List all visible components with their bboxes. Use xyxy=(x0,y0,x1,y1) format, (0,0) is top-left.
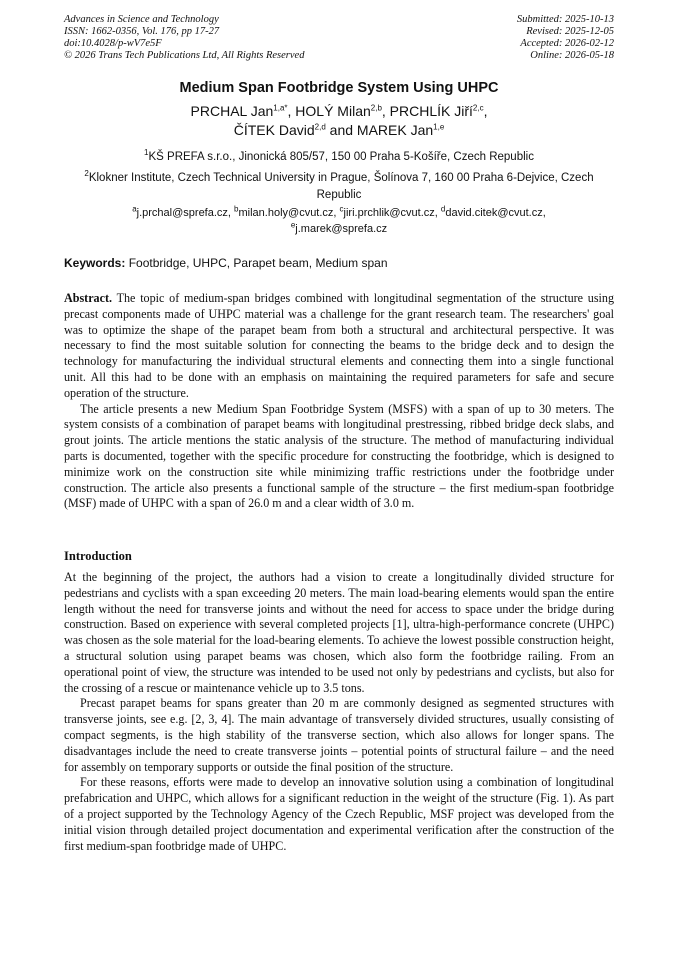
paper-title: Medium Span Footbridge System Using UHPC xyxy=(179,80,499,96)
email-link[interactable]: j.prchal@sprefa.cz xyxy=(136,207,228,219)
author-separator: , xyxy=(483,103,488,119)
dates-header xyxy=(517,14,614,62)
issn-line: ISSN: 1662-0356, Vol. 176, pp 17-27 xyxy=(64,26,220,37)
email-sup: d xyxy=(440,204,446,214)
abstract-paragraph-2: The article presents a new Medium Span Footbridge System (MSFS) with a span of up to 30 meters. The system consists of a combination of parapet beams with longitudinal prestressing, ribbed bridge deck slabs, and grout joints. The article mentions the static analysis of the structure. The method of manufacturing individual parts is documented, together with the specific procedure for constructing the footbridge, which is designed to minimize work on the construction site while minimizing traffic restrictions under the footbridge under construction. The article also presents a functional sample of the structure – the first medium-span footbridge (MSF) made of UHPC with a span of 26.0 m and a clear width of 3.0 m. xyxy=(64,401,614,511)
affiliation-text: KŠ PREFA s.r.o., Jinonická 805/57, 150 00 Praha 5-Košíře, Czech Republic xyxy=(148,151,534,163)
author-sup: 2,d xyxy=(314,122,326,132)
abstract-text-1: The topic of medium-span bridges combined with longitudinal segmentation of the structure using precast components made of UHPC material was a challenge for the grant research team. The researchers' goal was to optimize the shape of the parapet beam from both a structural and architectural perspective. It was necessary to find the most suitable solution for connecting the beams to the bridge deck and to design the technology for manufacturing the individual structural elements and connecting them into a single functional unit. All this had to be done with an emphasis on maintaining the required parameters for safe and secure operation of the structure. xyxy=(64,291,615,400)
email-link[interactable]: jiri.prchlik@cvut.cz xyxy=(343,207,435,219)
journal-name: Advances in Science and Technology xyxy=(64,14,219,25)
intro-paragraph-3: For these reasons, efforts were made to develop an innovative solution using a combination of longitudinal prefabrication and UHPC, which allows for a significant reduction in the weight of the structure (Fig. 1). As part of a project supported by the Technology Agency of the Czech Republic, MSF project was developed from the initial vision through detailed project documentation and experimental verification after the construction of the first medium-span footbridge made of UHPC. xyxy=(64,775,614,853)
abstract-paragraph-1 xyxy=(64,291,614,402)
email-link[interactable]: j.marek@sprefa.cz xyxy=(295,223,388,235)
author-sup: 2,b xyxy=(370,103,382,113)
keywords-line xyxy=(64,256,614,270)
author-name: HOLÝ Milan xyxy=(295,103,371,119)
email-sup: b xyxy=(234,204,239,214)
introduction-section xyxy=(64,570,614,854)
email-sup: c xyxy=(339,204,344,214)
abstract-label: Abstract. xyxy=(64,291,113,305)
author-separator: , xyxy=(381,103,390,119)
email-sup: e xyxy=(290,220,296,230)
author-sup: 1,e xyxy=(433,122,445,132)
submitted-date: Submitted: 2025-10-13 xyxy=(516,14,614,25)
keywords-text: Footbridge, UHPC, Parapet beam, Medium span xyxy=(128,256,388,270)
author-name: ČÍTEK David xyxy=(233,122,315,138)
author-name: PRCHAL Jan xyxy=(190,103,274,119)
intro-paragraph-1: At the beginning of the project, the authors had a vision to create a longitudinally divided structure for pedestrians and cyclists with a span exceeding 20 meters. The main load-bearing elements would span the entire length without the need for transverse joints and without the need for access to space under the bridge during construction. Based on experience with several completed projects [1], ultra-high-performance concrete (UHPC) was chosen as the sole material for the load-bearing elements. To achieve the lowest possible construction height, a structural solution using parapet beams was chosen, which also form the footbridge railing. From an operational point of view, the structure was intended to be used not only by pedestrians and cyclists, but also for the crossing of a rescue or maintenance vehicle up to 3.5 tons. xyxy=(64,570,614,695)
revised-date: Revised: 2025-12-05 xyxy=(526,26,614,37)
affiliation-text: Klokner Institute, Czech Technical University in Prague, Šolínova 7, 160 00 Praha 6-Dejvice, Czech Republic xyxy=(88,172,594,201)
author-separator: , xyxy=(287,103,296,119)
online-date: Online: 2026-05-18 xyxy=(530,50,614,61)
author-separator: and xyxy=(325,122,357,138)
keywords-label: Keywords: xyxy=(64,256,126,270)
doi-line[interactable]: doi:10.4028/p-wV7e5F xyxy=(64,38,162,49)
intro-paragraph-2: Precast parapet beams for spans greater than 20 m are commonly designed as segmented structures with transverse joints, see e.g. [2, 3, 4]. The main advantage of transversely divided structures, usually consisting of compact segments, is the high stability of the transverse section, which also allows for longer spans. The disadvantages include the need to create transverse joints – potential points of structural failure – and the need for assembly on temporary supports or outside the final position of the structure. xyxy=(64,696,614,774)
email-sup: a xyxy=(132,204,137,214)
author-sup: 1,a* xyxy=(273,103,288,113)
author-sup: 2,c xyxy=(472,103,484,113)
author-name: MAREK Jan xyxy=(356,122,434,138)
affiliation-1 xyxy=(64,149,614,166)
abstract-section xyxy=(64,291,614,512)
copyright-line: © 2026 Trans Tech Publications Ltd, All Rights Reserved xyxy=(64,50,305,61)
author-list xyxy=(0,102,678,140)
journal-header xyxy=(64,14,304,62)
author-name: PRCHLÍK Jiří xyxy=(389,103,473,119)
affiliation-sup: 2 xyxy=(84,169,89,179)
email-link[interactable]: milan.holy@cvut.cz xyxy=(238,207,334,219)
accepted-date: Accepted: 2026-02-12 xyxy=(520,38,614,49)
section-heading-introduction: Introduction xyxy=(64,549,132,563)
email-list: $^a$j.prchal@sprefa.cz, $^b$milan.holy@cvut.cz, $^c$jiri.prchlik@cvut.cz, $^d$david.citek@cvut.cz, $^e$j.marek@sprefa.cz xyxy=(132,204,546,235)
affiliation-sup: 1 xyxy=(144,148,149,158)
affiliation-2 xyxy=(64,170,614,204)
email-link[interactable]: david.citek@cvut.cz xyxy=(445,207,543,219)
